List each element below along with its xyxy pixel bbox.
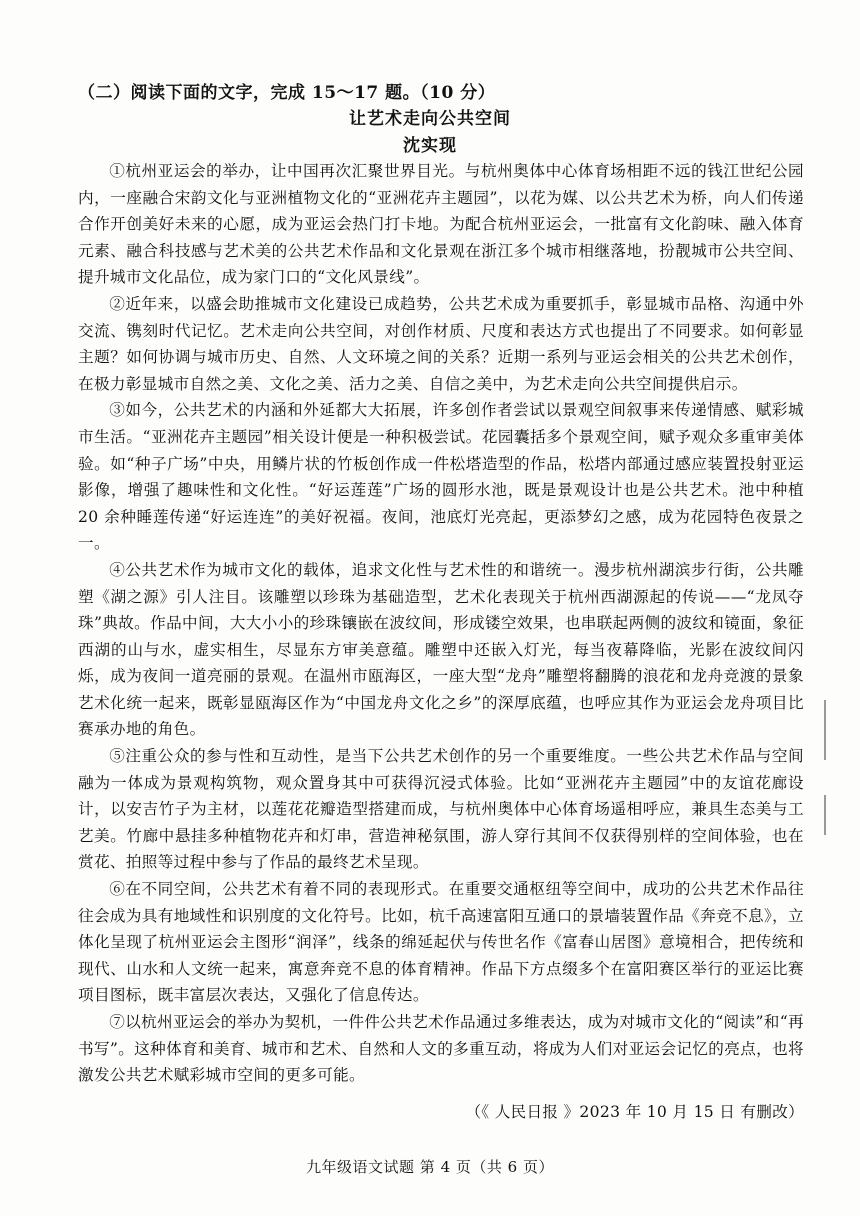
paragraph-7: ⑦以杭州亚运会的举办为契机，一件件公共艺术作品通过多维表达，成为对城市文化的“阅读”和“再书写”。这种体育和美育、城市和艺术、自然和人文的多重互动，将成为人们对亚运会记忆的亮点，也将激发公共艺术赋彩城市空间的更多可能。 (78, 1013, 804, 1085)
paragraph-3: ③如今，公共艺术的内涵和外延都大大拓展，许多创作者尝试以景观空间叙事来传递情感、赋彩城市生活。“亚洲花卉主题园”相关设计便是一种积极尝试。花园囊括多个景观空间，赋予观众多重审美体验。如“种子广场”中央，用鳞片状的竹板创作成一件松塔造型的作品，松塔内部通过感应装置投射亚运影像，增强了趣味性和文化性。“好运莲莲”广场的圆形水池，既是景观设计也是公共艺术。池中种植 20 余种睡莲传递“好运连连”的美好祝福。夜间，池底灯光亮起，更添梦幻之感，成为花园特色夜景之一。 (78, 401, 804, 553)
paragraph-4: ④公共艺术作为城市文化的载体，追求文化性与艺术性的和谐统一。漫步杭州湖滨步行街，公共雕塑《湖之源》引人注目。该雕塑以珍珠为基础造型，艺术化表现关于杭州西湖源起的传说——“龙凤夺珠”典故。作品中间，大大小小的珍珠镶嵌在波纹间，形成镂空效果，也串联起两侧的波纹和镜面，象征西湖的山与水，虚实相生，尽显东方审美意蕴。雕塑中还嵌入灯光，每当夜幕降临，光影在波纹间闪烁，成为夜间一道亮丽的景观。在温州市瓯海区，一座大型“龙舟”雕塑将翻腾的浪花和龙舟竞渡的景象艺术化统一起来，既彰显瓯海区作为“中国龙舟文化之乡”的深厚底蕴，也呼应其作为亚运会龙舟项目比赛承办地的角色。 (78, 560, 804, 739)
scan-edge-mark (824, 700, 826, 760)
scan-edge-mark (824, 795, 826, 835)
paragraph-1: ①杭州亚运会的举办，让中国再次汇聚世界目光。与杭州奥体中心体育场相距不远的钱江世纪公园内，一座融合宋韵文化与亚洲植物文化的“亚洲花卉主题园”，以花为媒、以公共艺术为桥，向人们传递合作开创美好未来的心愿，成为亚运会热门打卡地。为配合杭州亚运会，一批富有文化韵味、融入体育元素、融合科技感与艺术美的公共艺术作品和文化景观在浙江多个城市相继落地，扮靓城市公共空间、提升城市文化品位，成为家门口的“文化风景线”。 (78, 162, 804, 287)
page-footer: 九年级语文试题 第 4 页（共 6 页） (306, 1158, 554, 1176)
article-author: 沈实现 (403, 136, 457, 156)
paragraph-2: ②近年来，以盛会助推城市文化建设已成趋势，公共艺术成为重要抓手，彰显城市品格、沟通中外交流、镌刻时代记忆。艺术走向公共空间，对创作材质、尺度和表达方式也提出了不同要求。如何彰显主题？如何协调与城市历史、自然、人文环境之间的关系？近期一系列与亚运会相关的公共艺术创作，在极力彰显城市自然之美、文化之美、活力之美、自信之美中，为艺术走向公共空间提供启示。 (78, 294, 804, 393)
article-body (78, 158, 804, 1089)
paragraph-6: ⑥在不同空间，公共艺术有着不同的表现形式。在重要交通枢纽等空间中，成功的公共艺术作品往往会成为具有地域性和识别度的文化符号。比如，杭千高速富阳互通口的景墙装置作品《奔竞不息》，立体化呈现了杭州亚运会主图形“润泽”，线条的绵延起伏与传世名作《富春山居图》意境相合，把传统和现代、山水和人文统一起来，寓意奔竞不息的体育精神。作品下方点缀多个在富阳赛区举行的亚运比赛项目图标，既丰富层次表达，又强化了信息传达。 (78, 880, 804, 1005)
paragraph-5: ⑤注重公众的参与性和互动性，是当下公共艺术创作的另一个重要维度。一些公共艺术作品与空间融为一体成为景观构筑物，观众置身其中可获得沉浸式体验。比如“亚洲花卉主题园”中的友谊花廊设计，以安吉竹子为主材，以莲花花瓣造型搭建而成，与杭州奥体中心体育场遥相呼应，兼具生态美与工艺美。竹廊中悬挂多种植物花卉和灯串，营造神秘氛围，游人穿行其间不仅获得别样的空间体验，也在赏花、拍照等过程中参与了作品的最终艺术呈现。 (78, 747, 804, 872)
section-heading: （二）阅读下面的文字，完成 15～17 题。（10 分） (78, 83, 496, 103)
article-title: 让艺术走向公共空间 (349, 109, 511, 129)
article-source: （《 人民日报 》2023 年 10 月 15 日 有删改） (465, 1103, 804, 1121)
